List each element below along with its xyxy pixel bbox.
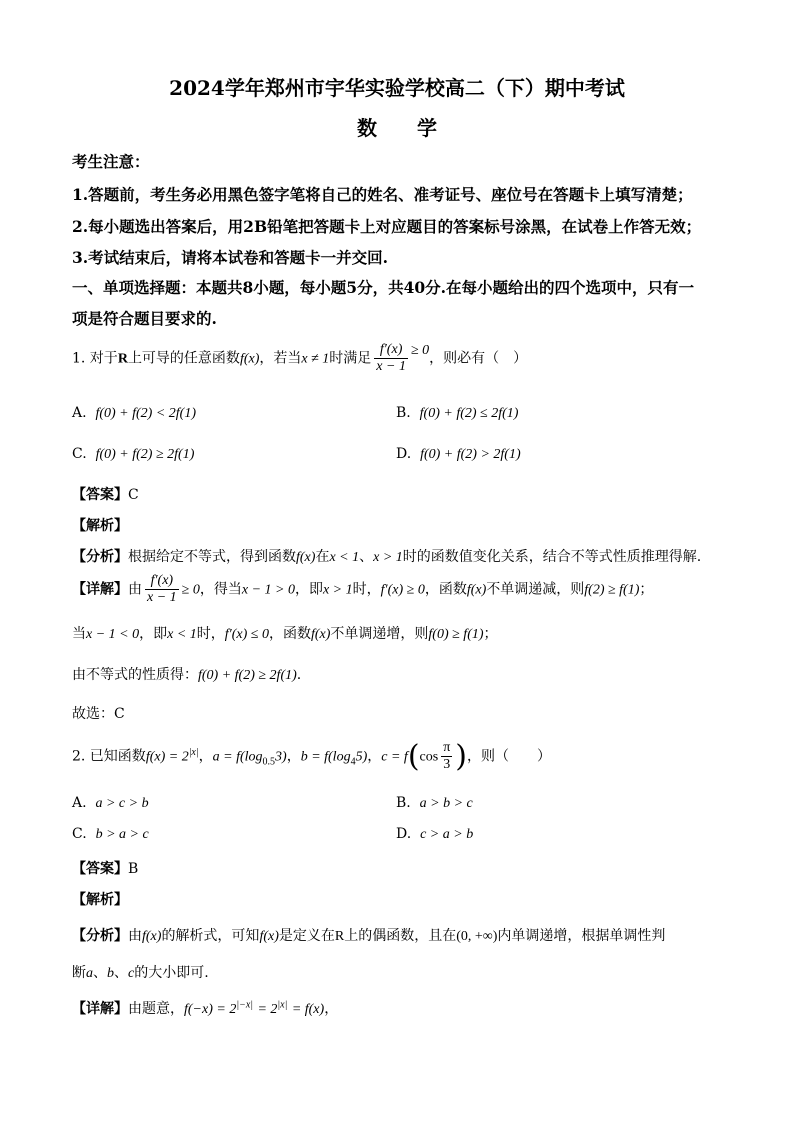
q1-d3-m: f(0) + f(2) ≥ 2f(1) xyxy=(198,668,297,683)
q1-d1-g: 不单调递减，则 xyxy=(486,581,585,598)
q2-f1-a: 由 xyxy=(128,928,142,944)
q1-d2-b: ，即 xyxy=(139,626,168,642)
q2-fenxi-tag: 【分析】 xyxy=(72,928,128,944)
q1-fenxi xyxy=(72,546,701,566)
q1-d1-a: 由 xyxy=(128,581,142,598)
section-heading-line-2: 项是符合题目要求的. xyxy=(72,309,217,328)
q1-option-d-expr: f(0) + f(2) > 2f(1) xyxy=(420,447,521,462)
q2-f1-m2: f(x) xyxy=(259,929,279,944)
q2-option-b-label: B. xyxy=(396,795,411,811)
q2-c-den: 3 xyxy=(443,757,451,773)
q2-detail-tag: 【详解】 xyxy=(72,1001,128,1017)
q1-option-b-label: B. xyxy=(396,405,411,421)
q1-d1-m2: x > 1 xyxy=(322,582,353,598)
q2-b-tail: 5) xyxy=(355,749,368,765)
q1-fenxi-c1: x < 1 xyxy=(329,550,360,565)
q2-f2-m2: b xyxy=(107,966,114,981)
q2-f2-b: 的大小即可. xyxy=(134,965,209,981)
q1-answer-tag: 【答案】 xyxy=(72,487,128,503)
q2-c-fraction xyxy=(441,740,452,773)
q1-option-c-label: C. xyxy=(72,446,87,462)
q1-d2-m2: x < 1 xyxy=(167,627,197,642)
q1-option-c-expr: f(0) + f(2) ≥ 2f(1) xyxy=(95,447,195,462)
q2-left-paren: ( xyxy=(407,738,420,774)
q1-conclusion: 故选：C xyxy=(72,706,125,722)
q1-fx: f(x) xyxy=(239,351,260,367)
q2-a-def: a = f(log xyxy=(212,749,263,765)
q1-d1-d: ，即 xyxy=(294,581,323,598)
q1-stem-c: ，若当 xyxy=(259,350,302,367)
q1-d2-m5: f(0) ≥ f(1) xyxy=(428,627,484,642)
q2-answer-value: B xyxy=(128,861,139,877)
q2-stem xyxy=(72,740,551,773)
q2-stem-a: 2. 已知函数 xyxy=(72,748,146,765)
q1-ineq: ≥ 0 xyxy=(410,342,430,358)
q1-fenxi-b: 在 xyxy=(315,549,330,565)
q1-option-b xyxy=(396,405,518,422)
q2-b-sub: 4 xyxy=(350,756,356,768)
q1-stem-a: 1. 对于 xyxy=(72,350,118,367)
q1-detail-tag: 【详解】 xyxy=(72,581,128,598)
q2-dt-exp2: |x| xyxy=(277,999,288,1011)
q2-f2-a: 断 xyxy=(72,965,86,981)
q2-dt-end: ， xyxy=(324,1001,339,1017)
q2-f2-m3: c xyxy=(128,966,135,981)
q1-d1-e: 时， xyxy=(352,581,381,598)
q2-option-c xyxy=(72,826,149,843)
exam-title: 2024学年郑州市宇华实验学校高二（下）期中考试 xyxy=(169,76,625,100)
q2-option-b xyxy=(396,795,473,812)
q1-d2-e: 不单调递增，则 xyxy=(330,626,429,642)
q1-option-a-label: A. xyxy=(72,405,87,421)
notice-item-1: 1.答题前，考生务必用黑色签字笔将自己的姓名、准考证号、座位号在答题卡上填写清楚； xyxy=(72,185,693,204)
q1-d1-b: ≥ 0 xyxy=(181,582,200,598)
q1-d3-b: . xyxy=(296,667,302,683)
q1-analysis-tag: 【解析】 xyxy=(72,518,128,534)
q2-comma-2: ， xyxy=(286,749,301,765)
q2-f1-e: 内单调递增，根据单调性判 xyxy=(497,928,666,944)
q2-option-a-expr: a > c > b xyxy=(95,796,149,811)
q2-option-d-label: D. xyxy=(396,826,412,842)
q1-d1-c: ，得当 xyxy=(199,581,242,598)
q1-d1-f: ，函数 xyxy=(424,581,467,598)
q1-d1-m3: f′(x) ≥ 0 xyxy=(380,582,425,598)
q1-option-b-expr: f(0) + f(2) ≤ 2f(1) xyxy=(419,406,519,421)
notice-item-3: 3.考试结束后，请将本试卷和答题卡一并交回. xyxy=(72,248,389,267)
q1-answer xyxy=(72,484,139,504)
q1-option-d-label: D. xyxy=(396,446,412,462)
q2-fenxi-line-2 xyxy=(72,962,209,982)
q1-cond: x ≠ 1 xyxy=(301,351,330,367)
q1-d3-a: 由不等式的性质得： xyxy=(72,667,198,683)
q1-option-a xyxy=(72,405,196,422)
q2-comma-1: ， xyxy=(198,749,213,765)
q1-d1-frac-den: x − 1 xyxy=(147,590,177,606)
q1-d1-h: ； xyxy=(639,581,654,598)
q1-fenxi-c: 时的函数值变化关系，结合不等式性质推理得解. xyxy=(402,549,702,565)
q1-fenxi-sep: 、 xyxy=(359,549,374,565)
q2-f2-s2: 、 xyxy=(114,965,128,981)
q1-d2-f: ； xyxy=(483,626,498,642)
q2-f1-b: 的解析式，可知 xyxy=(161,928,260,944)
q2-a-sub: 0.5 xyxy=(262,756,276,768)
q1-fenxi-fx: f(x) xyxy=(296,550,316,565)
q1-frac-num: f′(x) xyxy=(374,342,408,359)
q1-fraction xyxy=(374,342,408,375)
q2-analysis-tag: 【解析】 xyxy=(72,892,128,908)
q1-option-a-expr: f(0) + f(2) < 2f(1) xyxy=(95,406,197,421)
q2-option-d xyxy=(396,826,473,843)
q1-d1-m4: f(x) xyxy=(466,582,487,598)
q2-answer-tag: 【答案】 xyxy=(72,861,128,877)
q1-fenxi-c2: x > 1 xyxy=(373,550,403,565)
q1-answer-value: C xyxy=(128,487,139,503)
q1-d2-m4: f(x) xyxy=(310,627,331,642)
q2-stem-end: ，则（ ） xyxy=(467,748,551,765)
q2-f1-d: 上的偶函数，且在 xyxy=(344,928,457,944)
q1-frac-den: x − 1 xyxy=(376,359,406,375)
q1-detail-line-3 xyxy=(72,664,301,684)
q1-option-c xyxy=(72,446,194,463)
q2-option-a-label: A. xyxy=(72,795,87,811)
q1-stem-e: ，则必有（ ） xyxy=(429,350,528,367)
notice-item-2: 2.每小题选出答案后，用2B铅笔把答题卡上对应题目的答案标号涂黑，在试卷上作答无效； xyxy=(72,217,702,236)
q2-f1-c: 是定义在 xyxy=(278,928,335,944)
q1-d2-m3: f′(x) ≤ 0 xyxy=(224,627,269,642)
q2-dt-m3: = f(x) xyxy=(291,1002,325,1017)
q2-dt-m1: f(−x) = 2 xyxy=(184,1002,237,1017)
q2-a-tail: 3) xyxy=(275,749,287,765)
q1-R: R xyxy=(117,351,128,367)
q1-d2-c: 时， xyxy=(196,626,225,642)
q1-option-d xyxy=(396,446,521,463)
q2-option-b-expr: a > b > c xyxy=(419,796,473,811)
q2-option-c-label: C. xyxy=(72,826,87,842)
q1-fenxi-tag: 【分析】 xyxy=(72,549,128,565)
q1-stem-b: 上可导的任意函数 xyxy=(127,350,240,367)
q2-def-exp: |x| xyxy=(188,746,199,758)
q2-c-def: c = f xyxy=(381,749,408,765)
q1-stem-d: 时满足 xyxy=(329,350,372,367)
q1-stem xyxy=(72,342,527,375)
q2-f2-s1: 、 xyxy=(93,965,107,981)
q2-dt-m2: = 2 xyxy=(257,1002,278,1017)
q2-def-lhs: f(x) = 2 xyxy=(145,749,189,765)
q2-fenxi-line-1 xyxy=(72,925,665,945)
q1-d1-m1: x − 1 > 0 xyxy=(241,582,295,598)
q2-option-d-expr: c > a > b xyxy=(420,827,474,842)
q2-option-a xyxy=(72,795,149,812)
q2-answer xyxy=(72,858,138,878)
q2-f1-m3: (0, +∞) xyxy=(456,929,498,944)
q2-detail-line-1 xyxy=(72,998,338,1018)
q1-d1-frac-num: f′(x) xyxy=(145,573,179,590)
notice-heading: 考生注意： xyxy=(72,152,150,171)
q2-f2-m1: a xyxy=(86,966,93,981)
subject-title: 数 学 xyxy=(357,116,437,140)
q2-option-c-expr: b > a > c xyxy=(95,827,149,842)
q2-dt-exp1: |−x| xyxy=(236,999,254,1011)
q1-detail-line-2 xyxy=(72,623,498,643)
q2-comma-3: ， xyxy=(367,749,382,765)
q1-d2-d: ，函数 xyxy=(268,626,311,642)
q1-d1-m5: f(2) ≥ f(1) xyxy=(584,582,640,598)
q2-f1-m1: f(x) xyxy=(142,929,162,944)
q1-fenxi-a: 根据给定不等式，得到函数 xyxy=(128,549,296,565)
q1-d2-m1: x − 1 < 0 xyxy=(86,627,140,642)
q2-dt-a: 由题意， xyxy=(128,1001,184,1017)
q2-c-num: π xyxy=(441,740,452,757)
q2-b-def: b = f(log xyxy=(300,749,351,765)
q1-detail-line-1 xyxy=(72,573,653,606)
q1-d1-fraction xyxy=(145,573,179,606)
q2-c-cos: cos xyxy=(419,749,439,765)
q1-d2-a: 当 xyxy=(72,626,86,642)
q2-f1-R: R xyxy=(334,929,345,944)
q2-right-paren: ) xyxy=(455,738,467,774)
section-heading-line-1: 一、单项选择题：本题共8小题，每小题5分，共40分.在每小题给出的四个选项中，只有一 xyxy=(72,278,695,297)
